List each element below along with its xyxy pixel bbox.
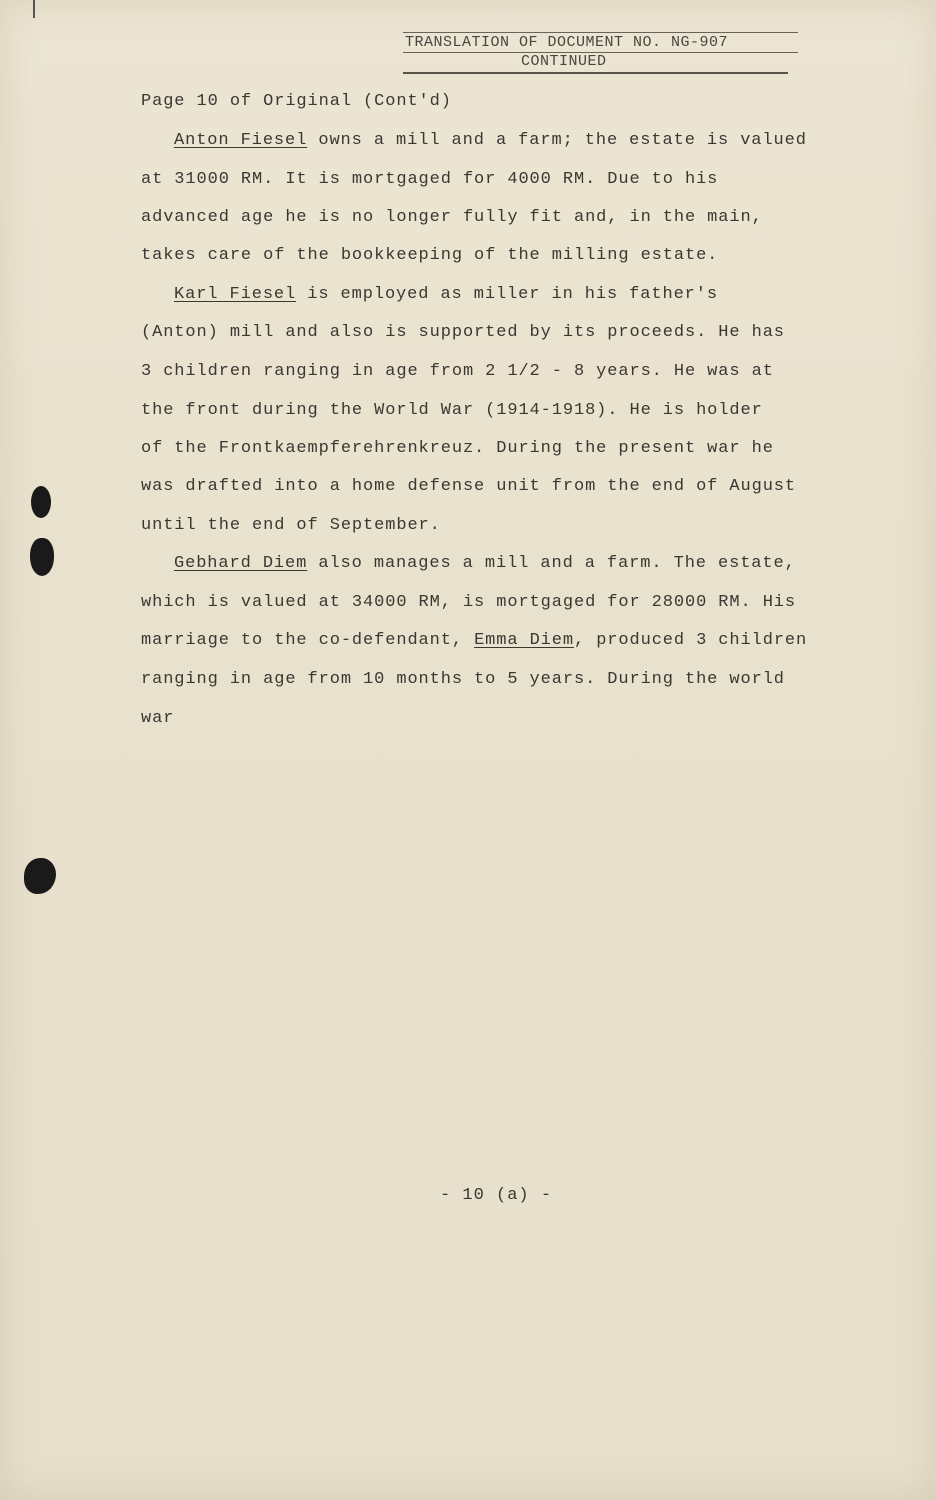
page-number: - 10 (a) - [440, 1186, 553, 1205]
paragraph-3-line-1 [174, 554, 796, 573]
header-subtitle: CONTINUED [521, 53, 607, 70]
paragraph-2-line-3: 3 children ranging in age from 2 1/2 - 8 years. He was at [141, 362, 774, 381]
page-reference: Page 10 of Original (Cont'd) [141, 92, 452, 111]
paragraph-2-line-4: the front during the World War (1914-1918). He is holder [141, 401, 763, 420]
paragraph-2-line-2: (Anton) mill and also is supported by its proceeds. He has [141, 323, 785, 342]
paragraph-3-line-3-text-a: marriage to the co-defendant, [141, 631, 475, 650]
paragraph-3-line-3-text-b: , produced 3 children [573, 631, 808, 650]
paragraph-3-line-2: which is valued at 34000 RM, is mortgaged for 28000 RM. His [141, 593, 796, 612]
punch-hole-2 [30, 538, 54, 576]
paragraph-3-line-1-text: also manages a mill and a farm. The estate, [307, 554, 796, 573]
punch-hole-3 [24, 858, 56, 894]
header-rule-bottom [403, 72, 788, 74]
paragraph-2-line-5: of the Frontkaempferehrenkreuz. During the present war he [141, 439, 774, 458]
paragraph-1-line-1-text: owns a mill and a farm; the estate is valued [307, 131, 807, 150]
person-name-karl: Karl Fiesel [174, 285, 297, 304]
paragraph-1-line-1 [174, 131, 807, 150]
paragraph-1-line-4: takes care of the bookkeeping of the milling estate. [141, 246, 719, 265]
paragraph-2-line-1 [174, 285, 718, 304]
paragraph-3-line-3 [141, 631, 807, 650]
paragraph-2-line-6: was drafted into a home defense unit from the end of August [141, 477, 796, 496]
header-rule-top [403, 32, 798, 33]
paragraph-1-line-3: advanced age he is no longer fully fit and, in the main, [141, 208, 763, 227]
punch-hole-1 [31, 486, 51, 518]
person-name-gebhard: Gebhard Diem [174, 554, 308, 573]
paragraph-2-line-1-text: is employed as miller in his father's [296, 285, 718, 304]
person-name-anton: Anton Fiesel [174, 131, 308, 150]
paragraph-1-line-2: at 31000 RM. It is mortgaged for 4000 RM. Due to his [141, 170, 719, 189]
paragraph-3-line-4: ranging in age from 10 months to 5 years. During the world [141, 670, 785, 689]
paragraph-2-line-7: until the end of September. [141, 516, 441, 535]
paragraph-3-line-5: war [141, 709, 175, 728]
corner-mark [33, 0, 35, 18]
person-name-emma: Emma Diem [474, 631, 574, 650]
header-title: TRANSLATION OF DOCUMENT NO. NG-907 [405, 34, 729, 51]
